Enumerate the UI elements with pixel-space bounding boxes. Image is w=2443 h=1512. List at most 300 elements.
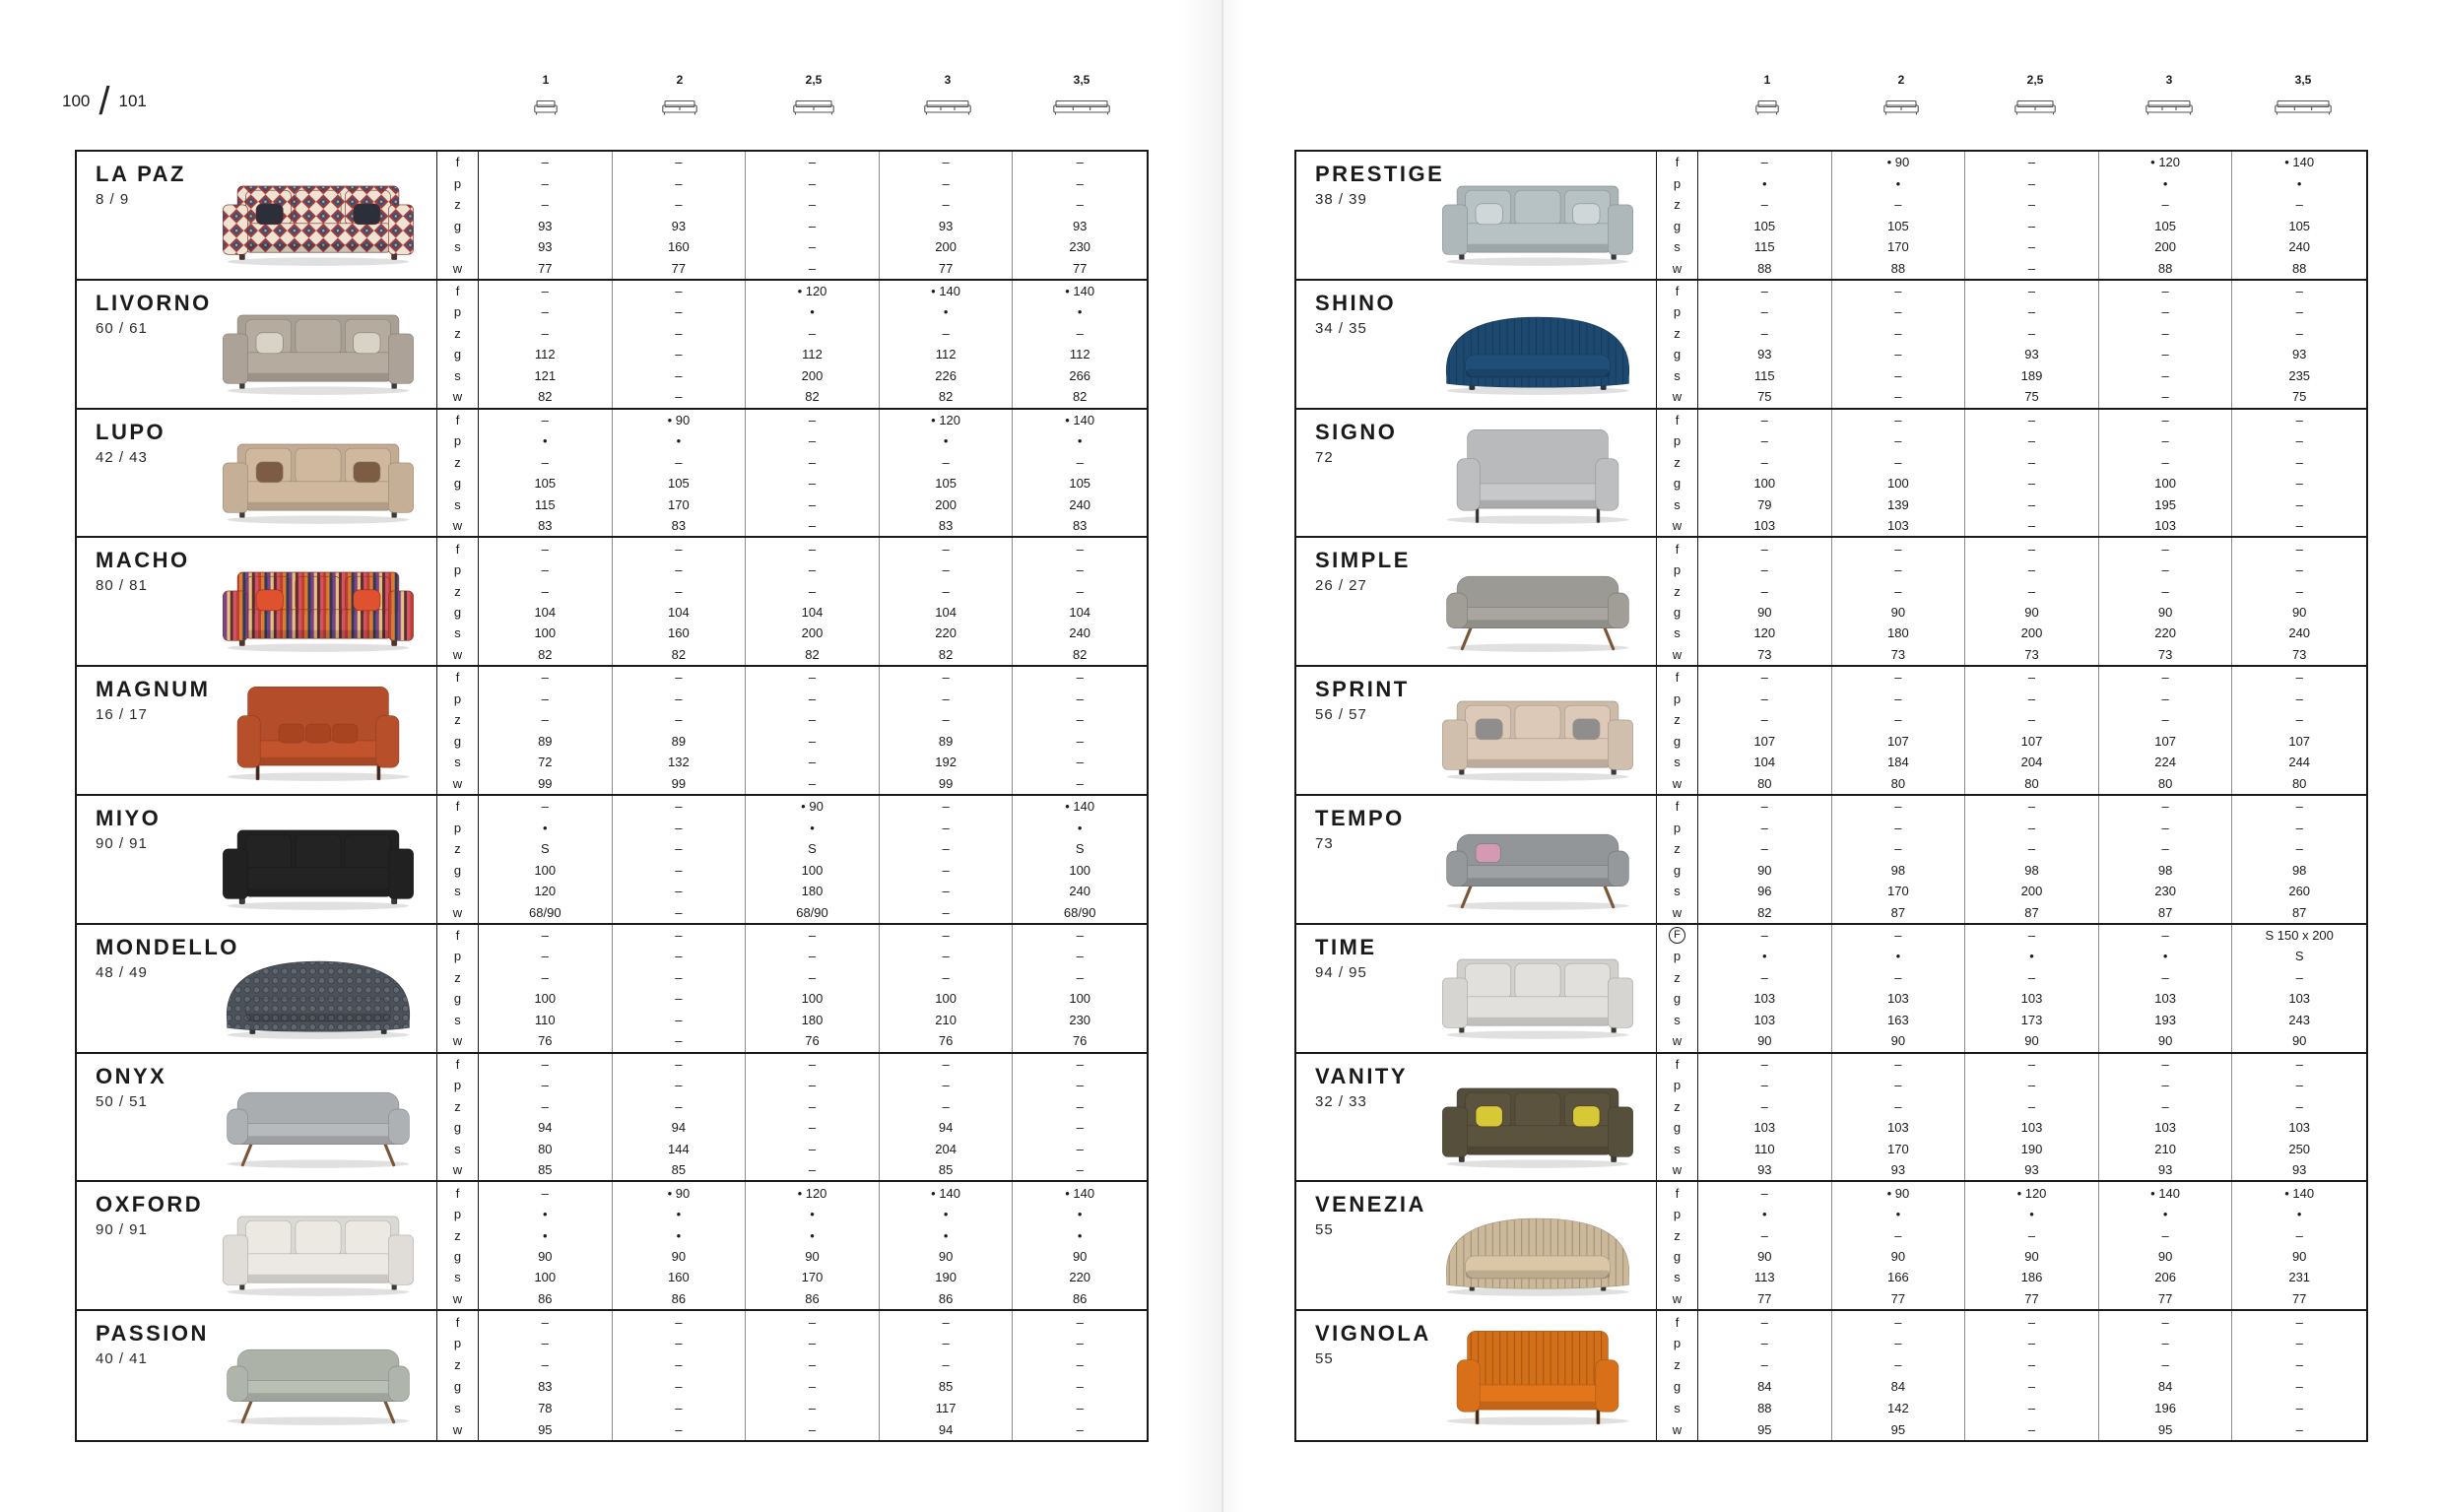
sofa-photo <box>215 810 422 913</box>
value-cell: – <box>479 194 613 215</box>
sofa-photo <box>1434 1068 1641 1171</box>
product-row <box>1296 1182 2366 1311</box>
value-cell: – <box>1832 365 1966 386</box>
value-cell: 231 <box>2288 1270 2311 1285</box>
value-cell: – <box>880 967 1014 988</box>
row-label <box>437 1010 479 1030</box>
value-cell: – <box>479 689 613 709</box>
value-cell: – <box>613 452 747 473</box>
row-label <box>1657 236 1698 257</box>
sofa-seat-front <box>233 1136 403 1144</box>
value-cell: – <box>1076 155 1084 170</box>
row-label <box>1657 1224 1698 1245</box>
value-cell: – <box>1832 410 1966 430</box>
row-label <box>1657 152 1698 172</box>
value-cell: 103 <box>1698 515 1832 536</box>
row-label <box>1657 1246 1698 1267</box>
value-cell: 86 <box>880 1288 1014 1309</box>
value-cell: • 140 <box>880 1182 1014 1203</box>
row-label-text: g <box>453 862 462 878</box>
value-cell: – <box>880 1054 1014 1075</box>
value-cell: – <box>1832 344 1966 364</box>
value-cell: 100 <box>479 623 613 643</box>
row-label-text: w <box>1672 518 1683 534</box>
row-label <box>1657 410 1698 430</box>
sofa-seat-front <box>246 888 391 896</box>
value-cell: – <box>880 1354 1014 1376</box>
row-label-text: g <box>453 476 462 492</box>
row-label <box>1657 817 1698 837</box>
value-cell: – <box>2099 452 2233 473</box>
row-label <box>1657 1311 1698 1333</box>
row-label <box>1657 1138 1698 1158</box>
value-cell: – <box>479 946 613 966</box>
value-cell: 96 <box>1698 881 1832 901</box>
row-label-text: f <box>1675 155 1680 170</box>
value-cell: 235 <box>2288 367 2311 383</box>
sofa-shadow <box>1447 515 1629 523</box>
row-label <box>1657 881 1698 901</box>
product-cell <box>1296 1182 1657 1309</box>
value-cell: – <box>746 538 880 559</box>
product-page-ref: 42 / 43 <box>96 448 148 466</box>
value-cell: 90 <box>1698 1030 1832 1051</box>
value-cell: 87 <box>2291 904 2307 920</box>
sofa-shadow <box>228 1288 410 1296</box>
value-cell: – <box>1965 580 2099 601</box>
value-cell: 240 <box>2288 239 2311 255</box>
row-label-text: p <box>453 949 462 964</box>
seat-size-icon <box>1700 97 1834 118</box>
value-cell: – <box>746 1054 880 1075</box>
sofa-arm <box>388 1366 409 1402</box>
value-cell: – <box>2295 1078 2303 1093</box>
value-cell: – <box>613 988 747 1009</box>
row-label <box>1657 301 1698 322</box>
value-cell: 200 <box>880 493 1014 514</box>
value-cell: 100 <box>880 988 1014 1009</box>
value-cell: 115 <box>479 493 613 514</box>
sofa-shadow <box>1447 773 1629 781</box>
value-cell: – <box>613 1354 747 1376</box>
value-cell: – <box>1965 1397 2099 1418</box>
seat-count-label: 2 <box>1897 73 1905 87</box>
row-label-text: g <box>1673 1120 1682 1136</box>
value-cell: – <box>1965 236 2099 257</box>
sofa-back-cushion <box>1564 963 1610 999</box>
sofa-photo <box>1434 295 1641 398</box>
seat-size-icon <box>747 97 881 118</box>
row-label <box>437 344 479 364</box>
row-label <box>437 859 479 880</box>
product-row <box>77 410 1147 539</box>
value-cell: • <box>479 817 613 837</box>
product-row <box>77 1054 1147 1183</box>
row-label-text: w <box>1672 1033 1683 1049</box>
value-cell: – <box>1076 1336 1084 1351</box>
row-label <box>437 773 479 794</box>
seat-size-icon <box>1015 97 1149 118</box>
product-name: LUPO <box>96 419 166 444</box>
sofa-shadow <box>228 1159 410 1167</box>
value-cell: – <box>2295 1314 2303 1330</box>
value-cell: – <box>1832 709 1966 730</box>
value-cell: 105 <box>1698 215 1832 235</box>
value-cell: 77 <box>613 257 747 278</box>
sofa-arm <box>223 462 247 511</box>
value-cell: • <box>1698 1204 1832 1224</box>
row-label <box>1657 430 1698 451</box>
row-label <box>1657 323 1698 344</box>
value-cell: 90 <box>1698 1246 1832 1267</box>
product-row <box>1296 1054 2366 1183</box>
value-cell: – <box>613 796 747 817</box>
product-name: VENEZIA <box>1315 1192 1426 1217</box>
row-label <box>437 452 479 473</box>
product-cell <box>77 538 437 665</box>
row-label-text: s <box>1674 1141 1681 1156</box>
seat-size-icon <box>613 97 747 118</box>
row-label <box>437 1354 479 1376</box>
value-cell: 80 <box>2099 773 2233 794</box>
row-label <box>1657 946 1698 966</box>
value-cell: – <box>1832 925 1966 946</box>
sofa-leg <box>1597 508 1600 523</box>
sofa-arm <box>1447 851 1468 887</box>
value-cell: • 90 <box>1832 152 1966 172</box>
value-cell: 117 <box>880 1397 1014 1418</box>
row-label-text: z <box>1674 325 1681 341</box>
sofa-pillow <box>354 204 380 225</box>
value-cell: – <box>1698 323 1832 344</box>
value-cell: 195 <box>2099 493 2233 514</box>
product-name: SHINO <box>1315 290 1397 315</box>
value-cell: 95 <box>1832 1418 1966 1440</box>
value-cell: 110 <box>479 1010 613 1030</box>
product-row <box>77 1182 1147 1311</box>
row-label-text: z <box>454 841 461 857</box>
product-cell <box>1296 925 1657 1052</box>
product-row <box>1296 410 2366 539</box>
sofa-photo <box>1434 810 1641 913</box>
sofa-shadow <box>228 773 410 781</box>
sofa-pillow <box>1476 719 1502 740</box>
sofa-3-seat-icon <box>924 99 971 115</box>
row-label <box>437 1267 479 1287</box>
value-cell: • <box>2296 175 2302 191</box>
value-cell: 93 <box>1698 1159 1832 1180</box>
value-cell: – <box>613 1075 747 1095</box>
seat-count-label: 1 <box>1763 73 1771 87</box>
value-cell: 115 <box>1698 236 1832 257</box>
row-label <box>437 731 479 752</box>
sofa-arm <box>1442 1106 1467 1155</box>
value-cell: – <box>746 430 880 451</box>
value-cell: 107 <box>2099 731 2233 752</box>
row-label-text: f <box>1675 1056 1680 1072</box>
row-label-text: g <box>1673 1249 1682 1264</box>
sofa-leg <box>256 765 259 780</box>
value-cell: • <box>1965 946 2099 966</box>
value-cell: 89 <box>479 731 613 752</box>
value-cell: 80 <box>1832 773 1966 794</box>
value-cell: – <box>1698 580 1832 601</box>
sofa-back-cushion <box>1515 705 1560 741</box>
product-cell <box>1296 410 1657 537</box>
value-cell: 90 <box>1698 602 1832 623</box>
sofa-pillow <box>279 724 303 743</box>
icon-back <box>2278 101 2329 107</box>
sofa-arm <box>388 205 413 254</box>
value-cell: – <box>1076 1120 1084 1136</box>
row-label-text: p <box>1673 949 1682 964</box>
value-cell: – <box>2099 925 2233 946</box>
row-label-text: g <box>1673 1378 1682 1394</box>
sofa-arm <box>1442 978 1467 1027</box>
value-cell: – <box>479 1075 613 1095</box>
sofa-seat-front <box>246 501 391 509</box>
row-label-text: f <box>455 1056 460 1072</box>
product-cell <box>77 925 437 1052</box>
product-cell <box>1296 667 1657 794</box>
value-cell: S 150 x 200 <box>2265 928 2334 943</box>
value-cell: 193 <box>2099 1010 2233 1030</box>
value-cell: 100 <box>1069 862 1091 878</box>
icon-back <box>927 101 968 107</box>
value-cell: – <box>1698 1096 1832 1117</box>
row-label <box>437 430 479 451</box>
row-label <box>437 1397 479 1418</box>
row-label <box>437 1030 479 1051</box>
value-cell: – <box>1965 452 2099 473</box>
value-cell: – <box>880 689 1014 709</box>
value-cell: – <box>613 1096 747 1117</box>
value-cell: – <box>2295 325 2303 341</box>
value-cell: 77 <box>479 257 613 278</box>
value-cell: 90 <box>1965 1246 2099 1267</box>
value-cell: 190 <box>1965 1138 2099 1158</box>
row-label <box>1657 644 1698 665</box>
row-label-text: z <box>454 1357 461 1373</box>
value-cell: 100 <box>746 988 880 1009</box>
row-label <box>1657 515 1698 536</box>
value-cell: 170 <box>746 1267 880 1287</box>
sofa-pillow <box>354 590 380 611</box>
sofa-arm <box>1596 1360 1618 1413</box>
value-cell: – <box>746 559 880 580</box>
value-cell: • 120 <box>2099 152 2233 172</box>
row-label-text: w <box>1672 1290 1683 1306</box>
value-cell: – <box>1076 712 1084 728</box>
value-cell: 90 <box>2099 1246 2233 1267</box>
value-cell: – <box>2099 301 2233 322</box>
icon-back <box>796 101 831 107</box>
value-cell: – <box>746 689 880 709</box>
value-cell: 98 <box>1965 859 2099 880</box>
value-cell: – <box>613 901 747 922</box>
row-label-text: z <box>1674 969 1681 985</box>
value-cell: 100 <box>1069 991 1091 1007</box>
value-cell: 112 <box>880 344 1014 364</box>
value-cell: – <box>1832 430 1966 451</box>
row-label <box>1657 1397 1698 1418</box>
product-cell <box>77 152 437 279</box>
value-cell: 83 <box>880 515 1014 536</box>
sofa-photo <box>215 552 422 655</box>
value-cell: 83 <box>613 515 747 536</box>
sofa-arm <box>388 591 413 640</box>
sofa-back-cushion <box>246 1221 292 1257</box>
value-cell: – <box>1965 301 2099 322</box>
sofa-photo <box>1434 424 1641 527</box>
product-name: VANITY <box>1315 1063 1409 1088</box>
row-label <box>437 172 479 193</box>
value-cell: – <box>1698 559 1832 580</box>
value-cell: 100 <box>746 859 880 880</box>
value-cell: 77 <box>880 257 1014 278</box>
value-cell: 90 <box>479 1246 613 1267</box>
sofa-back-cushion <box>246 834 292 870</box>
value-cell: – <box>479 709 613 730</box>
product-row <box>77 1311 1147 1440</box>
product-row <box>77 281 1147 410</box>
value-cell: 99 <box>479 773 613 794</box>
value-cell: – <box>1076 562 1084 578</box>
product-row <box>1296 538 2366 667</box>
value-cell: – <box>2099 796 2233 817</box>
value-cell: – <box>880 901 1014 922</box>
value-cell: 77 <box>2099 1288 2233 1309</box>
value-cell: 170 <box>1832 236 1966 257</box>
product-page-ref: 80 / 81 <box>96 577 148 595</box>
value-cell: 80 <box>1698 773 1832 794</box>
row-label <box>437 1246 479 1267</box>
value-cell: – <box>880 667 1014 688</box>
value-cell: – <box>1832 559 1966 580</box>
product-cell <box>1296 281 1657 408</box>
value-cell: – <box>2295 690 2303 706</box>
value-cell: – <box>613 838 747 859</box>
seat-size-icon <box>479 97 613 118</box>
row-label-text: g <box>453 347 462 362</box>
product-row <box>1296 796 2366 925</box>
row-label-text: z <box>1674 1227 1681 1243</box>
value-cell: – <box>1698 1333 1832 1354</box>
value-cell: – <box>1965 796 2099 817</box>
product-page-ref: 16 / 17 <box>96 706 148 724</box>
value-cell: – <box>1832 796 1966 817</box>
value-cell: 90 <box>1832 1246 1966 1267</box>
value-cell: 160 <box>613 1267 747 1287</box>
product-name: OXFORD <box>96 1192 204 1217</box>
sofa-pillow <box>1476 844 1500 863</box>
value-cell: 75 <box>1698 386 1832 407</box>
product-row <box>77 538 1147 667</box>
value-cell: – <box>2295 1357 2303 1373</box>
page-number-left: 100 <box>62 92 91 110</box>
row-label <box>437 257 479 278</box>
value-cell: – <box>1832 281 1966 301</box>
value-cell: 77 <box>1072 260 1088 276</box>
sofa-arm <box>223 849 247 898</box>
value-cell: • 140 <box>1065 799 1095 815</box>
value-cell: – <box>1076 325 1084 341</box>
row-label-text: g <box>1673 991 1682 1007</box>
value-cell: 103 <box>1698 1117 1832 1138</box>
value-cell: – <box>746 709 880 730</box>
value-cell: – <box>1076 454 1084 470</box>
row-label-text: g <box>1673 218 1682 233</box>
value-cell: – <box>746 152 880 172</box>
sofa-back-cushion <box>1466 963 1511 999</box>
value-cell: – <box>2099 344 2233 364</box>
product-page-ref: 60 / 61 <box>96 319 148 337</box>
value-cell: – <box>613 946 747 966</box>
value-cell: 244 <box>2288 755 2311 770</box>
value-cell: 77 <box>1965 1288 2099 1309</box>
sofa-shadow <box>228 901 410 909</box>
row-label-text: s <box>1674 367 1681 383</box>
row-label-text: s <box>454 755 461 770</box>
value-cell: 112 <box>746 344 880 364</box>
row-label-text: z <box>454 454 461 470</box>
row-label-text: s <box>1674 1012 1681 1027</box>
value-cell: – <box>2099 689 2233 709</box>
row-label-text: s <box>454 1400 461 1415</box>
value-cell: – <box>2099 281 2233 301</box>
row-label-text: f <box>455 928 460 943</box>
row-label <box>437 323 479 344</box>
sofa-photo <box>215 424 422 527</box>
value-cell: – <box>1076 1098 1084 1114</box>
page-number-separator: / <box>99 80 110 123</box>
sofa-pillow <box>256 333 283 354</box>
value-cell: • 120 <box>746 1182 880 1203</box>
value-cell: 82 <box>1072 646 1088 662</box>
product-row <box>1296 925 2366 1054</box>
value-cell: – <box>2295 1378 2303 1394</box>
circled-row-label: F <box>1669 927 1685 944</box>
value-cell: – <box>479 1182 613 1203</box>
seat-size-icon <box>2236 97 2370 118</box>
row-label-text: f <box>455 412 460 427</box>
value-cell: 98 <box>2291 862 2307 878</box>
value-cell: 220 <box>2099 623 2233 643</box>
row-label-text: p <box>453 1078 462 1093</box>
value-cell: 82 <box>880 386 1014 407</box>
value-cell: – <box>2099 559 2233 580</box>
row-label <box>437 967 479 988</box>
product-page-ref: 40 / 41 <box>96 1350 148 1368</box>
value-cell: – <box>746 946 880 966</box>
value-cell: 104 <box>613 602 747 623</box>
row-label-text: w <box>1672 904 1683 920</box>
value-cell: – <box>479 1333 613 1354</box>
sofa-photo <box>215 1196 422 1299</box>
row-label <box>1657 493 1698 514</box>
value-cell: – <box>1832 1354 1966 1376</box>
row-label <box>437 1288 479 1309</box>
value-cell: – <box>1076 583 1084 599</box>
sofa-arm <box>376 716 399 768</box>
sofa-3-5-seat-icon <box>1053 99 1110 115</box>
value-cell: 210 <box>880 1010 1014 1030</box>
sofa-3-5-seat-icon <box>2275 99 2332 115</box>
value-cell: – <box>746 1117 880 1138</box>
value-cell: 90 <box>2291 1249 2307 1264</box>
icon-back <box>537 101 555 107</box>
value-cell: – <box>746 925 880 946</box>
